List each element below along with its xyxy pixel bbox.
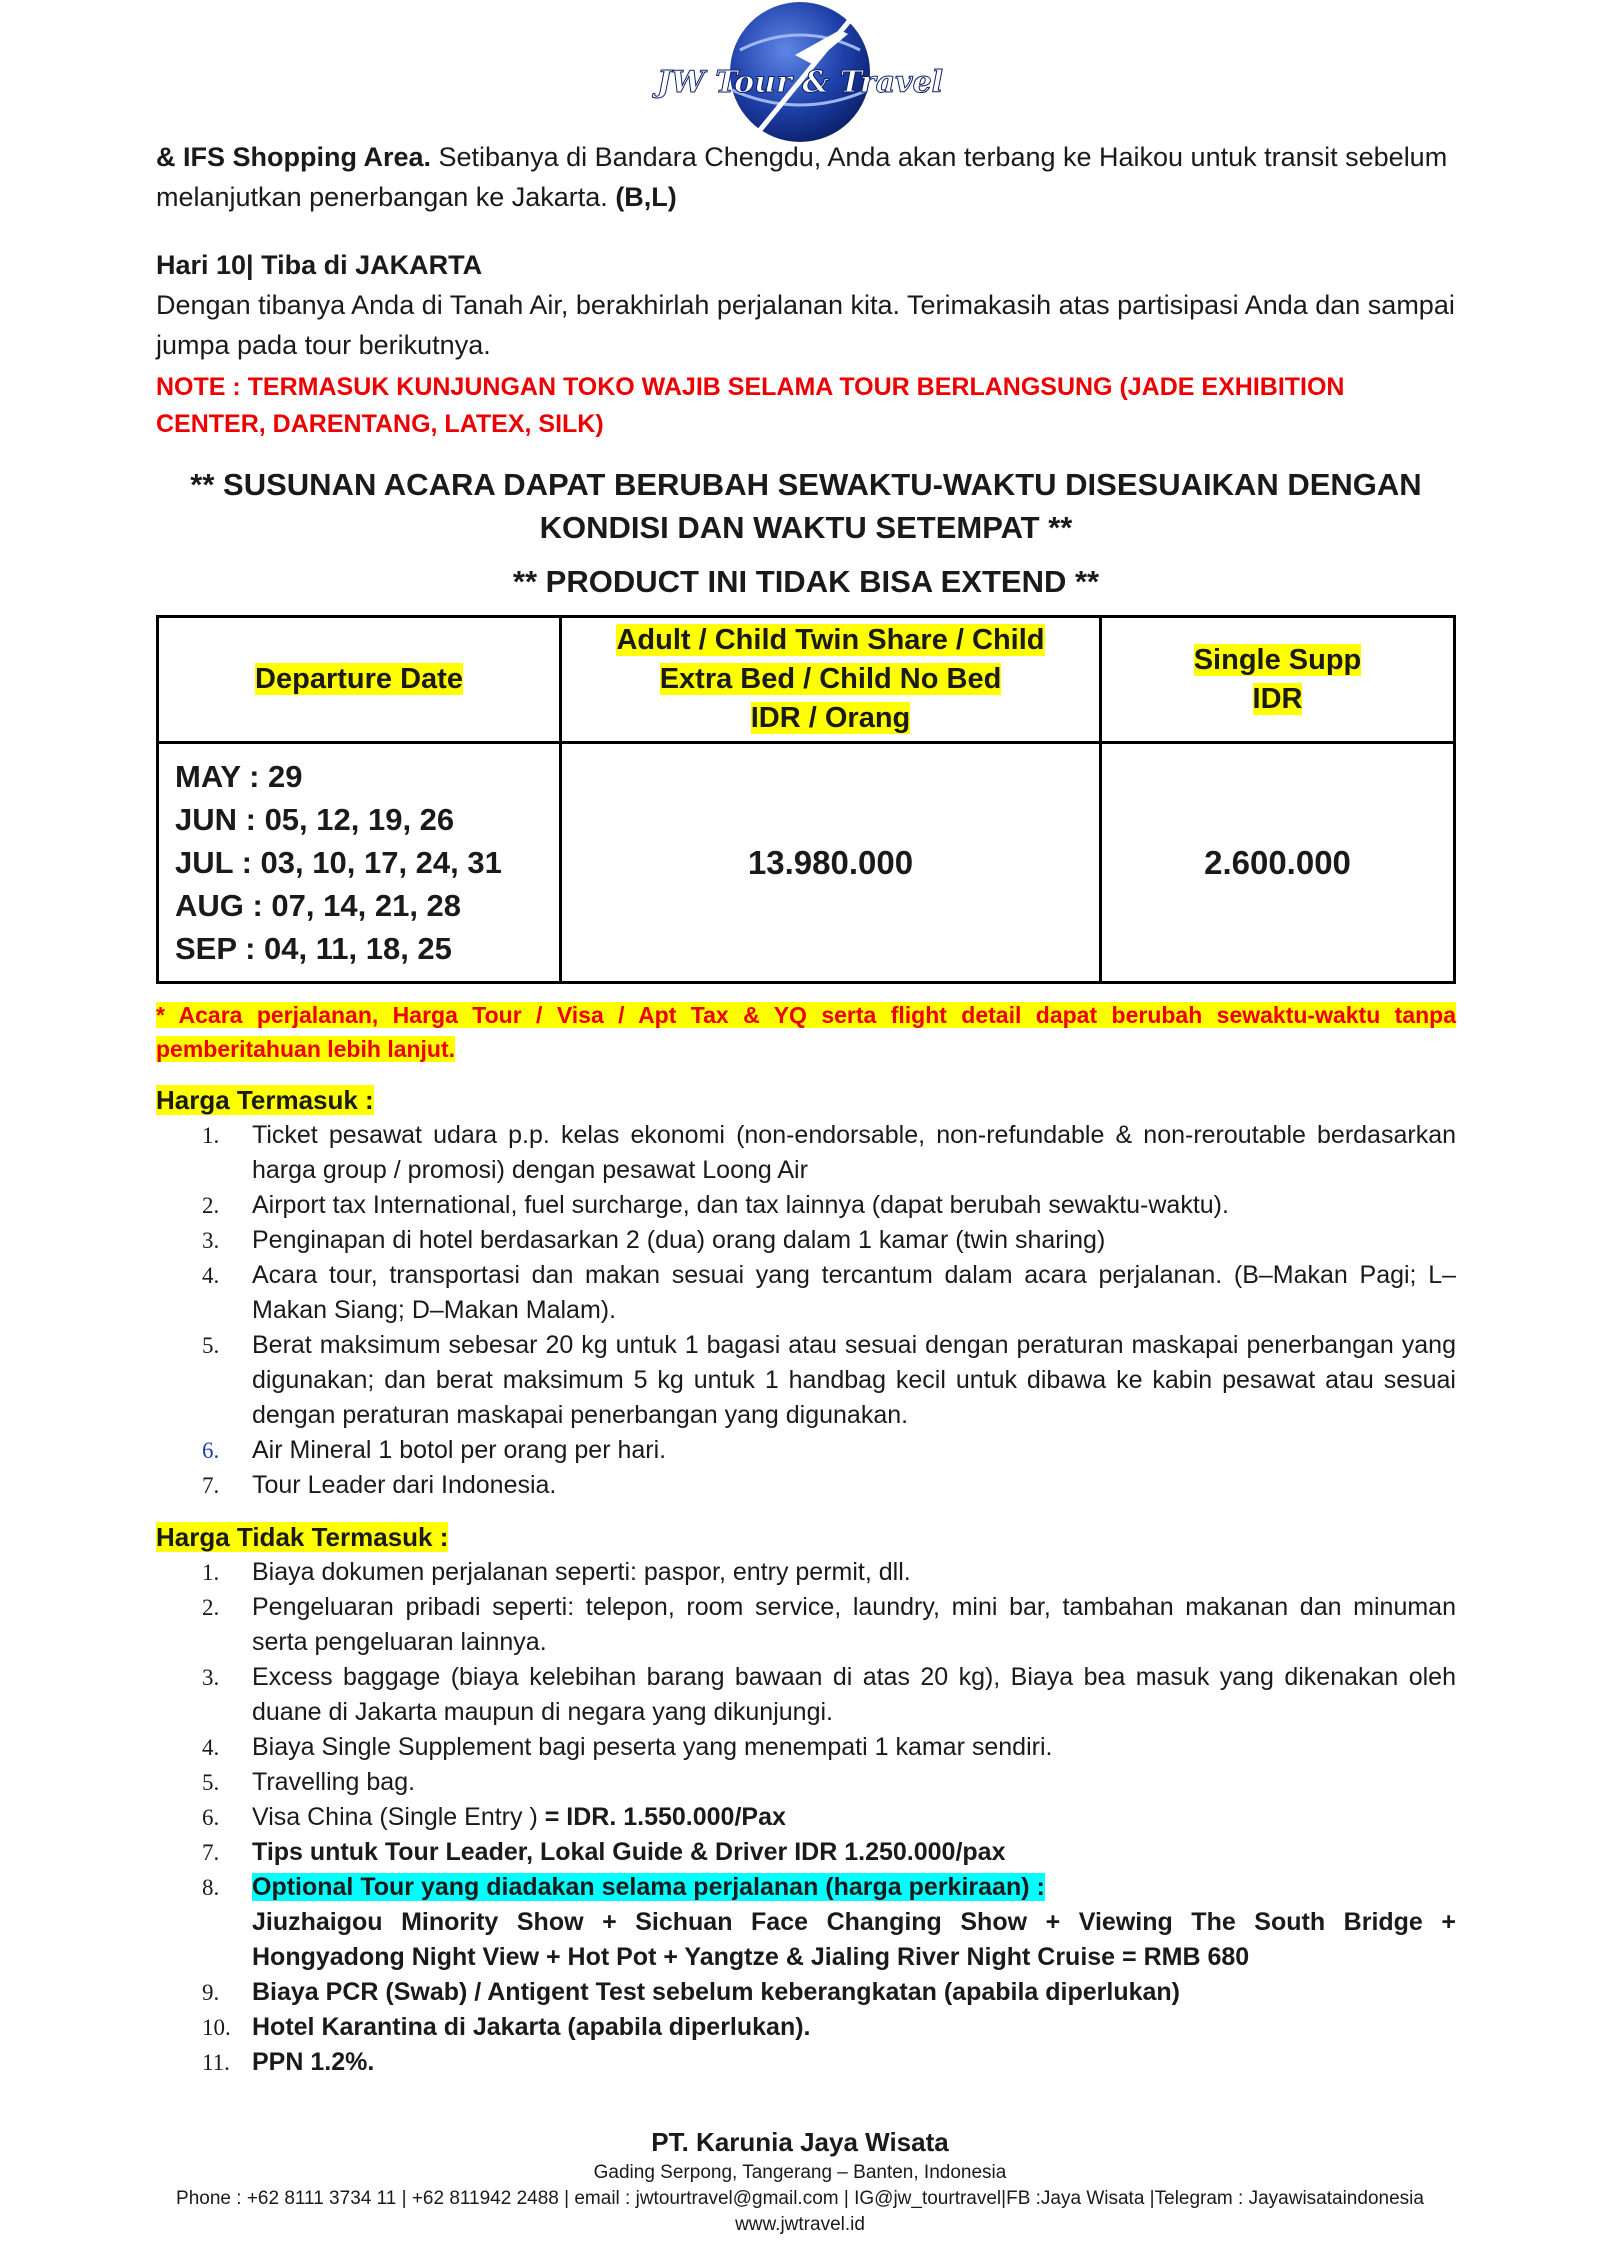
list-item (156, 1223, 1456, 1258)
date-jun: JUN : 05, 12, 19, 26 (175, 802, 455, 837)
single-supp-price: 2.600.000 (1101, 743, 1455, 983)
price-table (156, 615, 1456, 984)
intro-bold: & IFS Shopping Area. (156, 142, 432, 172)
excluded-title (156, 1519, 1456, 1555)
header-single-line1: Single Supp (1193, 643, 1362, 676)
item-number: 4. (202, 1263, 220, 1288)
item-text: Biaya PCR (Swab) / Antigent Test sebelum keberangkatan (apabila diperlukan) (252, 1978, 1180, 2006)
header-adult (561, 617, 1101, 743)
date-sep: SEP : 04, 11, 18, 25 (175, 931, 452, 966)
schedule-notice: ** SUSUNAN ACARA DAPAT BERUBAH SEWAKTU-WAKTU DISESUAIKAN DENGAN KONDISI DAN WAKTU SETEMPAT ** (190, 467, 1422, 545)
intro-text: Setibanya di Bandara Chengdu, Anda akan terbang ke Haikou untuk transit sebelum melanjutkan penerbangan ke Jakarta. (156, 142, 1448, 212)
item-text: Penginapan di hotel berdasarkan 2 (dua) orang dalam 1 kamar (twin sharing) (252, 1226, 1106, 1254)
item-number: 8. (202, 1875, 220, 1900)
price-table-header (158, 617, 1455, 743)
item-text: Berat maksimum sebesar 20 kg untuk 1 bagasi atau sesuai dengan peraturan maskapai penerbangan yang digunakan; dan berat maksimum 5 kg untuk 1 handbag kecil untuk dibawa ke kabin pesawat atau sesuai dengan peraturan maskapai penerbangan yang digunakan. (252, 1331, 1456, 1429)
item-number: 5. (202, 1333, 220, 1358)
header-departure (158, 617, 561, 743)
item-text: Travelling bag. (252, 1768, 416, 1796)
item-text: Visa China (Single Entry ) (252, 1803, 545, 1831)
footer-contact: Phone : +62 8111 3734 11 | +62 811942 2488 | email : jwtourtravel@gmail.com | IG@jw_tourtravel|FB :Jaya Wisata |Telegram : Jayawisataindonesia (176, 2188, 1424, 2209)
list-item (156, 1800, 1456, 1835)
item-number: 3. (202, 1228, 220, 1253)
list-item (156, 1835, 1456, 1870)
date-jul: JUL : 03, 10, 17, 24, 31 (175, 845, 502, 880)
list-item (156, 2045, 1456, 2080)
header-adult-line2: Extra Bed / Child No Bed (659, 663, 1002, 695)
list-item (156, 1730, 1456, 1765)
item-text: Tips untuk Tour Leader, Lokal Guide & Driver IDR 1.250.000/pax (252, 1838, 1006, 1866)
departure-dates (158, 743, 561, 983)
document-body (156, 0, 1456, 2080)
header-single (1101, 617, 1455, 743)
svg-text:JW Tour & Travel: JW Tour & Travel (656, 65, 944, 100)
footer-company: PT. Karunia Jaya Wisata (651, 2127, 949, 2157)
item-text: Tour Leader dari Indonesia. (252, 1471, 557, 1499)
included-title-text: Harga Termasuk : (156, 1085, 374, 1115)
list-item (156, 1765, 1456, 1800)
item-number: 5. (202, 1770, 220, 1795)
header-departure-label: Departure Date (255, 663, 463, 695)
item-number: 6. (202, 1438, 220, 1463)
item-number: 2. (202, 1193, 220, 1218)
disclaimer-text: * Acara perjalanan, Harga Tour / Visa / Apt Tax & YQ serta flight detail dapat berubah sewaktu-waktu tanpa pemberitahuan lebih lanjut. (156, 1002, 1456, 1062)
item-number: 11. (202, 2050, 230, 2075)
shop-note: NOTE : TERMASUK KUNJUNGAN TOKO WAJIB SELAMA TOUR BERLANGSUNG (JADE EXHIBITION CENTER, DARENTANG, LATEX, SILK) (156, 373, 1345, 438)
excluded-list (156, 1555, 1456, 2080)
item-text: Acara tour, transportasi dan makan sesuai yang tercantum dalam acara perjalanan. (B–Makan Pagi; L–Makan Siang; D–Makan Malam). (252, 1261, 1456, 1324)
item-number: 2. (202, 1595, 220, 1620)
list-item (156, 1870, 1456, 1975)
included-list (156, 1118, 1456, 1503)
item-number: 10. (202, 2015, 231, 2040)
item-text: Biaya Single Supplement bagi peserta yang menempati 1 kamar sendiri. (252, 1733, 1053, 1761)
item-text: Hotel Karantina di Jakarta (apabila diperlukan). (252, 2013, 811, 2041)
optional-tour-title: Optional Tour yang diadakan selama perjalanan (harga perkiraan) : (252, 1873, 1045, 1901)
item-number: 1. (202, 1123, 220, 1148)
list-item (156, 1258, 1456, 1328)
item-number: 1. (202, 1560, 220, 1585)
item-number: 7. (202, 1473, 220, 1498)
price-table-row (158, 743, 1455, 983)
item-text: PPN 1.2%. (252, 2048, 375, 2076)
disclaimer (156, 998, 1456, 1066)
extend-notice: ** PRODUCT INI TIDAK BISA EXTEND ** (512, 564, 1100, 599)
item-text: Ticket pesawat udara p.p. kelas ekonomi (non-endorsable, non-refundable & non-reroutable berdasarkan harga group / promosi) dengan pesawat Loong Air (252, 1121, 1456, 1184)
header-adult-line3: IDR / Orang (750, 702, 911, 734)
list-item (156, 1590, 1456, 1660)
list-item (156, 2010, 1456, 2045)
item-number: 3. (202, 1665, 220, 1690)
list-item (156, 1468, 1456, 1503)
excluded-title-text: Harga Tidak Termasuk : (156, 1522, 449, 1552)
item-text: Pengeluaran pribadi seperti: telepon, room service, laundry, mini bar, tambahan makanan dan minuman serta pengeluaran lainnya. (252, 1593, 1456, 1656)
list-item (156, 1188, 1456, 1223)
intro-meals: (B,L) (607, 182, 677, 212)
list-item (156, 1555, 1456, 1590)
item-number: 6. (202, 1805, 220, 1830)
item-text: Airport tax International, fuel surcharge, dan tax lainnya (dapat berubah sewaktu-waktu). (252, 1191, 1229, 1219)
item-number: 9. (202, 1980, 220, 2005)
optional-tour-text: Jiuzhaigou Minority Show + Sichuan Face Changing Show + Viewing The South Bridge + Hongyadong Night View + Hot Pot + Yangtze & Jialing River Night Cruise = RMB 680 (252, 1908, 1456, 1971)
list-item (156, 1660, 1456, 1730)
visa-price: = IDR. 1.550.000/Pax (544, 1803, 786, 1831)
item-number: 4. (202, 1735, 220, 1760)
item-text: Air Mineral 1 botol per orang per hari. (252, 1436, 667, 1464)
date-aug: AUG : 07, 14, 21, 28 (175, 888, 462, 923)
included-title (156, 1082, 1456, 1118)
item-text: Excess baggage (biaya kelebihan barang bawaan di atas 20 kg), Biaya bea masuk yang dikenakan oleh duane di Jakarta maupun di negara yang dikunjungi. (252, 1663, 1456, 1726)
day10-text: Dengan tibanya Anda di Tanah Air, berakhirlah perjalanan kita. Terimakasih atas partisipasi Anda dan sampai jumpa pada tour berikutnya. (156, 290, 1455, 360)
header-single-line2: IDR (1252, 682, 1303, 715)
list-item (156, 1118, 1456, 1188)
footer-address: Gading Serpong, Tangerang – Banten, Indonesia (593, 2162, 1007, 2183)
adult-price: 13.980.000 (561, 743, 1101, 983)
list-item (156, 1328, 1456, 1433)
list-item (156, 1975, 1456, 2010)
day10-title: Hari 10| Tiba di JAKARTA (156, 250, 483, 280)
list-item (156, 1433, 1456, 1468)
date-may: MAY : 29 (175, 759, 303, 794)
header-adult-line1: Adult / Child Twin Share / Child (616, 624, 1045, 656)
intro-paragraph (156, 137, 1456, 217)
item-number: 7. (202, 1840, 220, 1865)
footer-website: www.jwtravel.id (735, 2214, 865, 2235)
item-text: Biaya dokumen perjalanan seperti: paspor, entry permit, dll. (252, 1558, 911, 1586)
